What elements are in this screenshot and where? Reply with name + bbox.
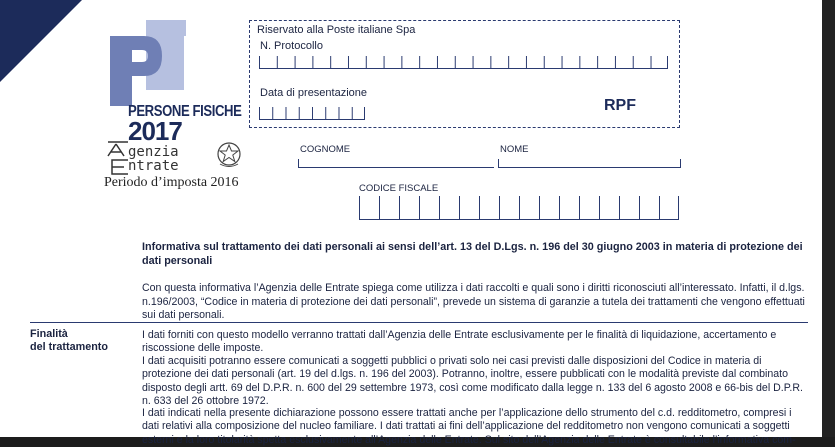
section-label-line-2: del trattamento bbox=[30, 341, 108, 353]
logo-title: PERSONE FISICHE bbox=[128, 103, 242, 120]
submission-date-field[interactable] bbox=[259, 107, 365, 120]
reserved-box bbox=[249, 20, 680, 128]
pf-letters-icon bbox=[104, 20, 194, 106]
protocol-number-field[interactable] bbox=[259, 56, 668, 69]
purpose-paragraph-2: I dati acquisiti potranno essere comunicati a soggetti pubblici o privati solo nei casi previsti dalle disposizioni del Codice in materia di protezione dei dati personali (art. 19 del d.lgs. n. 196 del 2003). Potranno, inoltre, essere pubblicati con le modalità previste dal combinato disposto degli artt. 69 del D.P.R. n. 600 del 29 settembre 1973, così come modificato dalla legge n. 133 del 6 agosto 2008 e 66-bis del D.P.R. n. 633 del 26 ottobre 1972. bbox=[142, 355, 803, 408]
agency-line-1: genzia bbox=[128, 144, 179, 160]
name-label: NOME bbox=[500, 144, 529, 155]
name-field[interactable] bbox=[498, 158, 681, 168]
republic-emblem-icon bbox=[216, 140, 242, 168]
submission-date-label: Data di presentazione bbox=[260, 87, 368, 99]
corner-ribbon bbox=[0, 0, 82, 82]
agenzia-mark-icon bbox=[104, 140, 130, 176]
protocol-label: N. Protocollo bbox=[260, 40, 323, 52]
logo-year: 2017 bbox=[128, 116, 182, 146]
tax-period: Periodo d’imposta 2016 bbox=[104, 175, 239, 190]
notice-intro: Con questa informativa l’Agenzia delle Entrate spiega come utilizza i dati raccolti e quali sono i diritti riconosciuti all’interessato. Infatti, il d.lgs. n.196/2003, “Codice in materia di protezione dei dati personali”, prevede un sistema di garanzie a tutela dei trattamenti che vengono effettuati sui dati personali. bbox=[142, 282, 805, 321]
reserved-box-title: Riservato alla Poste italiane Spa bbox=[257, 24, 416, 36]
agency-line-2: ntrate bbox=[128, 158, 179, 174]
purpose-paragraph-3: I dati indicati nella presente dichiarazione possono essere trattati anche per l’applicazione dello strumento del c.d. redditometro, compresi i dati relativi alla composizione del nucleo familiare. I dati trattati ai fini dell’applicazione del redditometro non vengono comunicati a soggetti esterni e la loro titolarità spetta esclusivamente all’Agenzia delle Entrate. Sul sito dell’Agenzia delle Entrate è consultabile l’informativa com- bbox=[142, 407, 796, 446]
surname-field[interactable] bbox=[298, 158, 494, 168]
form-code: RPF bbox=[604, 97, 636, 114]
surname-label: COGNOME bbox=[300, 144, 351, 155]
tax-code-label: CODICE FISCALE bbox=[359, 183, 439, 194]
purpose-paragraph-1: I dati forniti con questo modello verranno trattati dall’Agenzia delle Entrate esclusivamente per le finalità di liquidazione, accertamento e riscossione delle imposte. bbox=[142, 329, 777, 355]
pf-logo bbox=[104, 20, 254, 190]
section-divider bbox=[30, 322, 808, 323]
section-label-line-1: Finalità bbox=[30, 328, 68, 340]
notice-heading: Informativa sul trattamento dei dati personali ai sensi dell’art. 13 del D.Lgs. n. 196 del 30 giugno 2003 in materia di protezione dei dati personali bbox=[142, 241, 803, 267]
tax-code-field[interactable] bbox=[359, 196, 679, 220]
section-label bbox=[30, 328, 108, 354]
page-edge bbox=[822, 0, 835, 437]
